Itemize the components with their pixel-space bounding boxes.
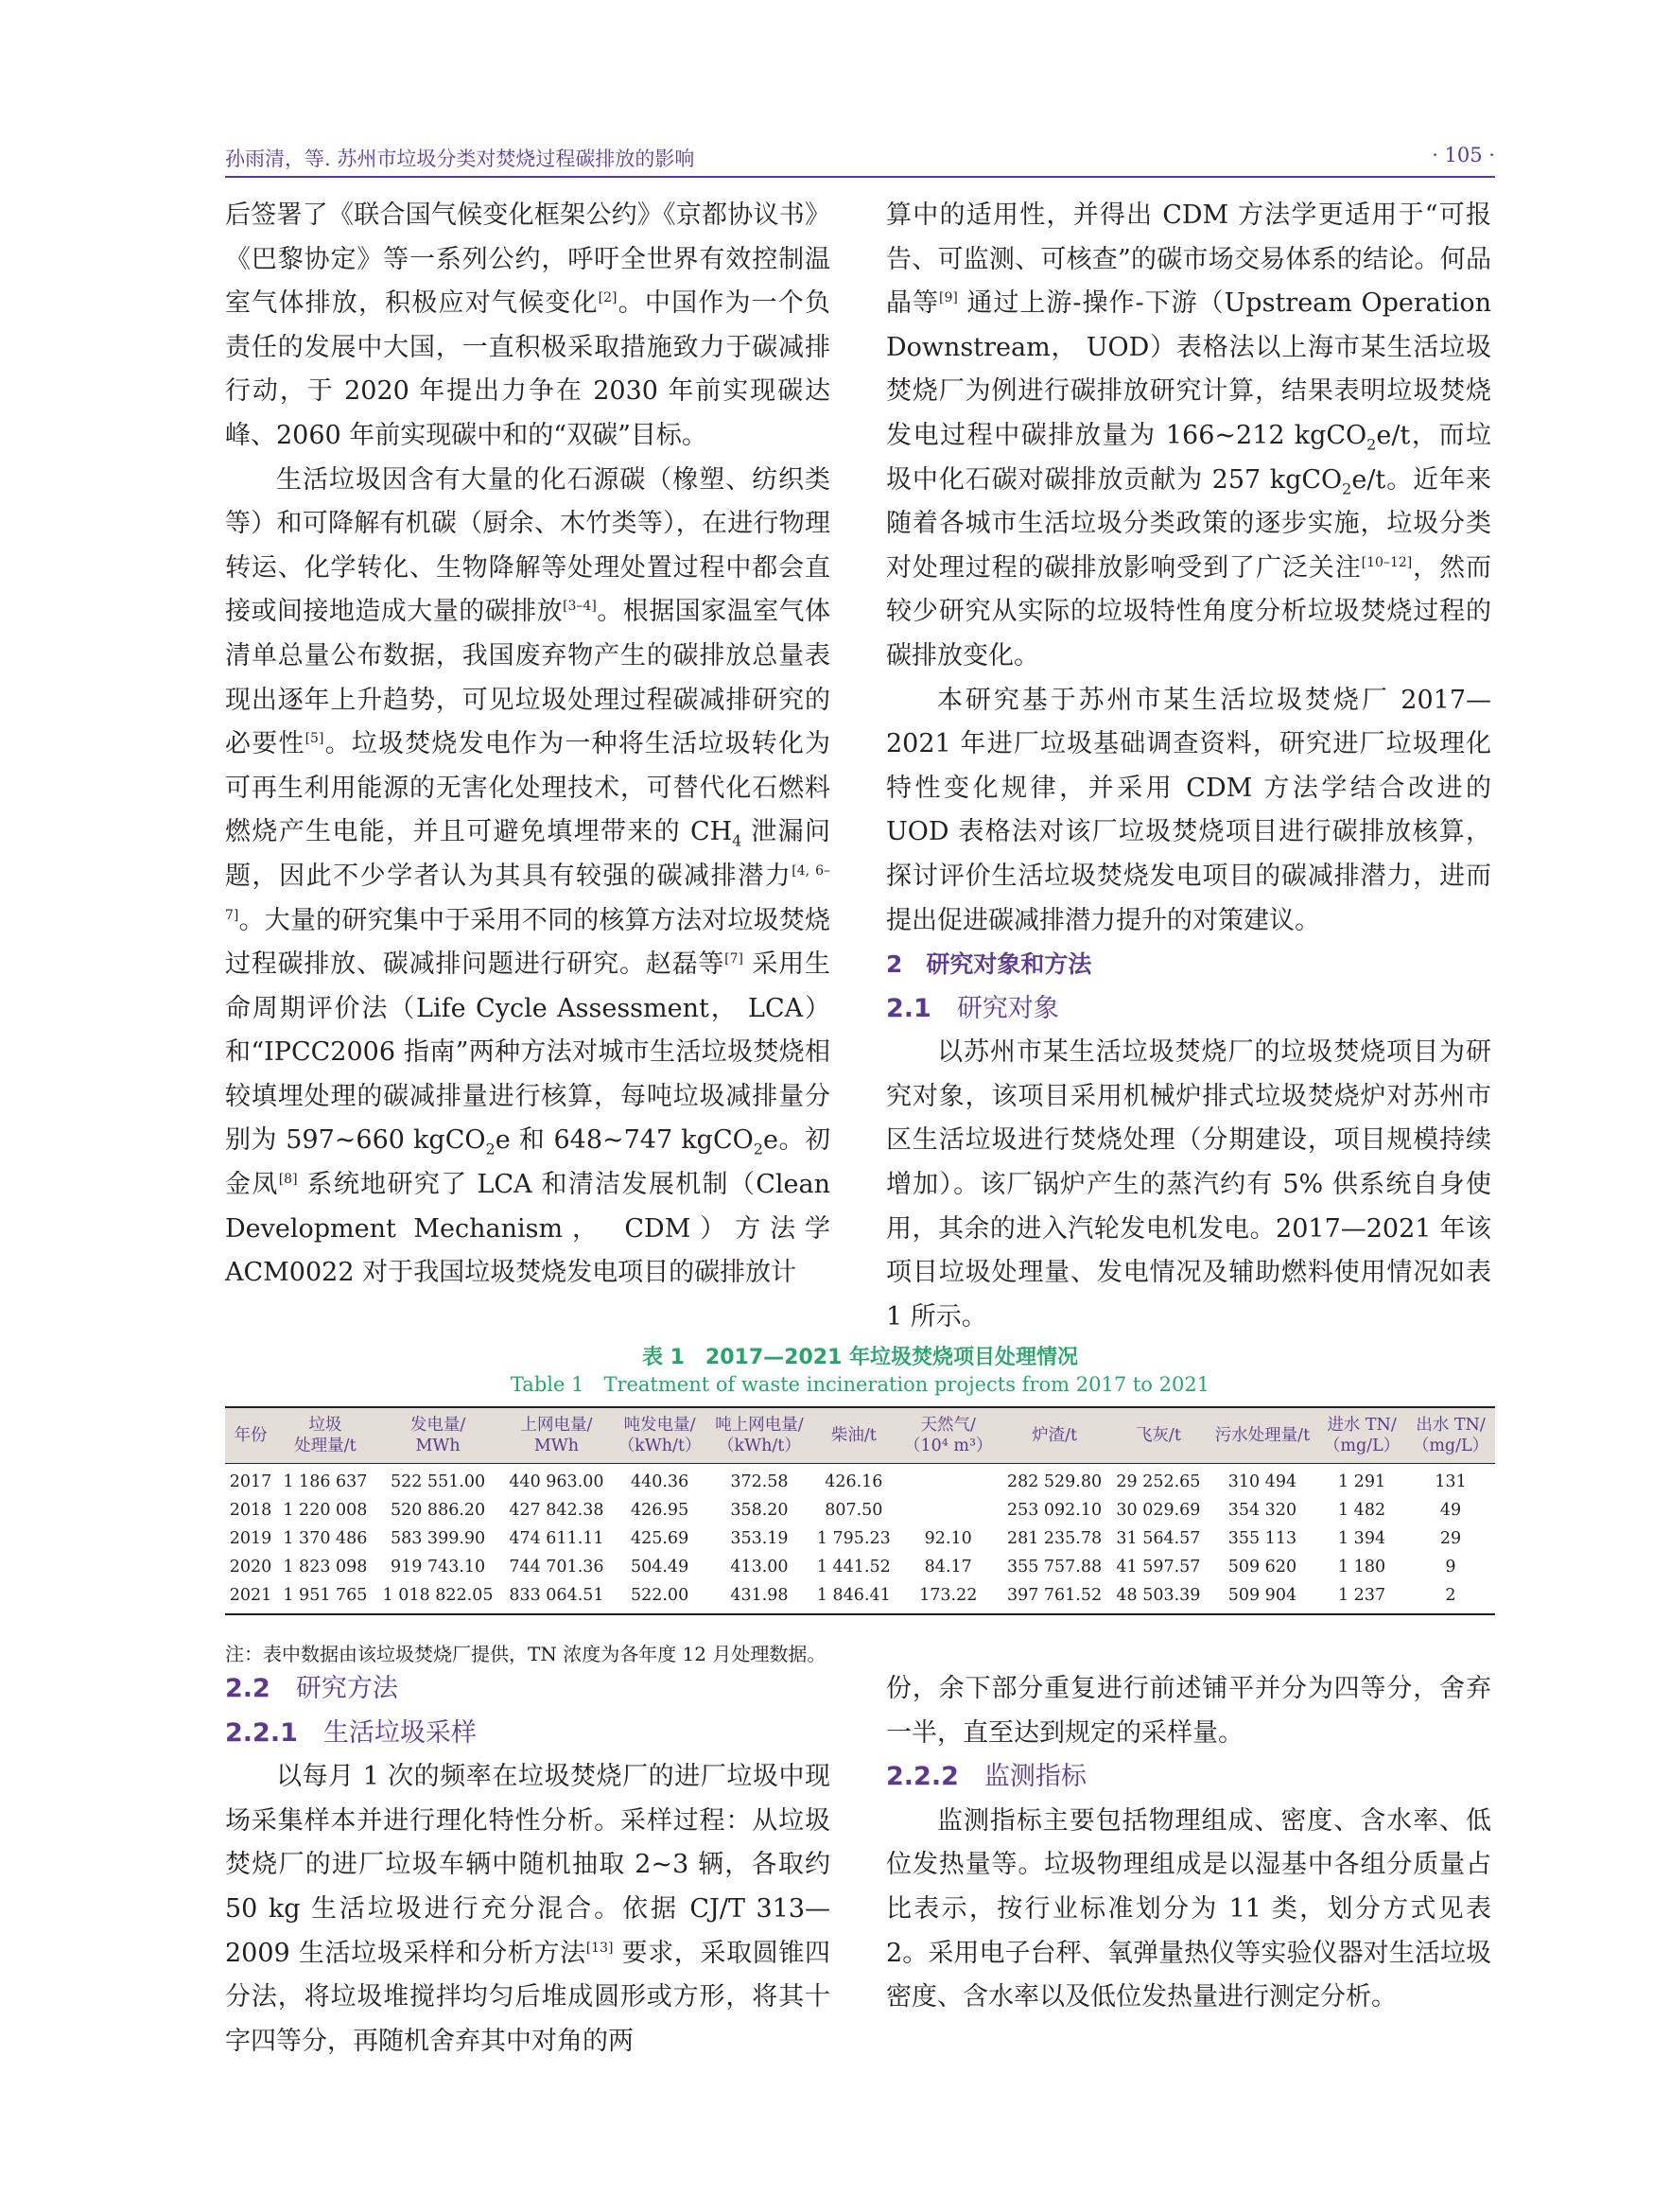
- table-cell: 1 186 637: [283, 1472, 368, 1491]
- table-header-cell: 污水处理量/t: [1208, 1407, 1317, 1464]
- table-caption-cn: 表 1 2017—2021 年垃圾焚烧项目处理情况: [641, 1346, 1079, 1369]
- table-cell: 358.20: [730, 1501, 789, 1520]
- table-cell: 281 235.78: [1006, 1529, 1103, 1548]
- table-cell: 522 551.00: [390, 1472, 486, 1491]
- table-cell: 84.17: [924, 1558, 972, 1576]
- table-header-cell: 发电量/ MWh: [374, 1407, 502, 1464]
- table-cell: 1 846.41: [810, 1581, 896, 1614]
- table-cell: 310 494: [1227, 1472, 1297, 1491]
- table-header-cell: 柴油/t: [810, 1407, 896, 1464]
- table-cell: 520 886.20: [390, 1501, 486, 1520]
- table-cell: 1 180: [1337, 1558, 1386, 1576]
- table-cell: 131: [1435, 1472, 1467, 1491]
- table-cell: 833 064.51: [501, 1581, 611, 1614]
- table-cell: 1 220 008: [283, 1501, 368, 1520]
- table-header-cell: 吨上网电量/ （kWh/t）: [708, 1407, 810, 1464]
- table-header-cell: 炉渣/t: [1000, 1407, 1109, 1464]
- table-cell: 353.19: [730, 1529, 789, 1548]
- right-column-bottom: [886, 1667, 1491, 2020]
- table-cell: 744 701.36: [509, 1558, 604, 1576]
- subsection-heading: 2.2 研究方法: [225, 1674, 398, 1703]
- table-header-cell: 出水 TN/ （mg/L）: [1406, 1407, 1495, 1464]
- left-column-top: [225, 194, 830, 1296]
- table-cell: 1 823 098: [283, 1558, 368, 1576]
- table-header-cell: 上网电量/ MWh: [501, 1407, 611, 1464]
- table-cell: 173.22: [896, 1581, 1000, 1614]
- table-row: [225, 1553, 1495, 1581]
- table-cell: [896, 1496, 1000, 1524]
- table-header-row: [225, 1407, 1495, 1464]
- table-cell: 440 963.00: [509, 1472, 604, 1491]
- table-cell: 1 370 486: [283, 1529, 368, 1548]
- paragraph: 本研究基于苏州市某生活垃圾焚烧厂 2017—2021 年进厂垃圾基础调查资料，研究进厂垃圾理化特性变化规律，并采用 CDM 方法学结合改进的 UOD 表格法对该厂垃圾焚烧项目进行碳排放核算，探讨评价生活垃圾焚烧发电项目的碳减排潜力，进而提出促进碳减排潜力提升的对策建议。: [886, 685, 1491, 935]
- table-cell: 504.49: [630, 1558, 689, 1576]
- table-cell: 1 441.52: [816, 1558, 891, 1576]
- table-cell: 1 237: [1317, 1581, 1406, 1614]
- page-number: · 105 ·: [1432, 144, 1495, 166]
- paragraph: 后签署了《联合国气候变化框架公约》《京都协议书》《巴黎协定》等一系列公约，呼吁全世界有效控制温室气体排放，积极应对气候变化[2]。中国作为一个负责任的发展中大国，一直积极采取措施致力于碳减排行动，于 2020 年提出力争在 2030 年前实现碳达峰、2060 年前实现碳中和的“双碳”目标。: [225, 200, 831, 450]
- table-cell: 509 620: [1227, 1558, 1297, 1576]
- table-header-cell: 飞灰/t: [1109, 1407, 1208, 1464]
- table-cell: 2019: [229, 1529, 272, 1548]
- table-row: [225, 1581, 1495, 1614]
- table-cell: 426.16: [825, 1472, 883, 1491]
- table-cell: 354 320: [1227, 1501, 1297, 1520]
- table-cell: 355 757.88: [1006, 1558, 1103, 1576]
- section-heading: 2 研究对象和方法: [886, 950, 1092, 979]
- table-header-cell: 垃圾 处理量/t: [276, 1407, 374, 1464]
- table-row: [225, 1524, 1495, 1553]
- table-cell: 2: [1406, 1581, 1495, 1614]
- table-cell: [896, 1464, 1000, 1497]
- table-header-cell: 天然气/ （10⁴ m³）: [896, 1407, 1000, 1464]
- table-cell: 1 394: [1337, 1529, 1386, 1548]
- table-cell: 397 761.52: [1000, 1581, 1109, 1614]
- table-cell: 425.69: [630, 1529, 689, 1548]
- table-cell: 49: [1439, 1501, 1462, 1520]
- subsubsection-heading: 2.2.1 生活垃圾采样: [225, 1717, 477, 1748]
- subsection-heading: 2.1 研究对象: [886, 993, 1059, 1023]
- table-cell: 92.10: [924, 1529, 972, 1548]
- paragraph: 生活垃圾因含有大量的化石源碳（橡塑、纺织类等）和可降解有机碳（厨余、木竹类等），在进行物理转运、化学转化、生物降解等处理处置过程中都会直接或间接地造成大量的碳排放[3–4]。根据国家温室气体清单总量公布数据，我国废弃物产生的碳排放总量表现出逐年上升趋势，可见垃圾处理过程碳减排研究的必要性[5]。垃圾焚烧发电作为一种将生活垃圾转化为可再生利用能源的无害化处理技术，可替代化石燃料燃烧产生电能，并且可避免填埋带来的 $CH_4$ 泄漏问题，因此不少学者认为其具有较强的碳减排潜力[4, 6–7]。大量的研究集中于采用不同的核算方法对垃圾焚烧过程碳排放、碳减排问题进行研究。赵磊等[7] 采用生命周期评价法（Life Cycle Assessment， LCA）和“IPCC2006 指南”两种方法对城市生活垃圾焚烧相较填埋处理的碳减排量进行核算，每吨垃圾减排量分别为 597~660 kgCO$_2$e 和 648~747 kgCO$_2$e。初金凤[8] 系统地研究了 LCA 和清洁发展机制（Clean Development Mechanism， CDM）方法学 ACM0022 对于我国垃圾焚烧发电项目的碳排放计: [225, 464, 831, 1288]
- left-column-bottom: [225, 1667, 830, 2064]
- table-cell: 1 482: [1337, 1501, 1386, 1520]
- table-cell: 31 564.57: [1116, 1529, 1201, 1548]
- table-cell: 2017: [229, 1472, 272, 1491]
- paragraph: 份，余下部分重复进行前述铺平并分为四等分，舍弃一半，直至达到规定的采样量。: [886, 1674, 1491, 1748]
- table-row: [225, 1496, 1495, 1524]
- paragraph: 算中的适用性，并得出 CDM 方法学更适用于“可报告、可监测、可核查”的碳市场交易体系的结论。何品晶等[9] 通过上游-操作-下游（Upstream Operation Downstream， UOD）表格法以上海市某生活垃圾焚烧厂为例进行碳排放研究计算，结果表明垃圾焚烧发电过程中碳排放量为 166~212 kgCO$_2$e/t，而垃圾中化石碳对碳排放贡献为 257 kgCO$_2$e/t。近年来随着各城市生活垃圾分类政策的逐步实施，垃圾分类对处理过程的碳排放影响受到了广泛关注[10–12]，然而较少研究从实际的垃圾特性角度分析垃圾焚烧过程的碳排放变化。: [886, 200, 1492, 671]
- table-cell: 1 291: [1337, 1472, 1386, 1491]
- table-cell: 583 399.90: [390, 1529, 486, 1548]
- table-cell: 253 092.10: [1006, 1501, 1103, 1520]
- paragraph: 以苏州市某生活垃圾焚烧厂的垃圾焚烧项目为研究对象，该项目采用机械炉排式垃圾焚烧炉对苏州市区生活垃圾进行焚烧处理（分期建设，项目规模持续增加）。该厂锅炉产生的蒸汽约有 5% 供系统自身使用，其余的进入汽轮发电机发电。2017—2021 年该项目垃圾处理量、发电情况及辅助燃料使用情况如表 1 所示。: [886, 1037, 1491, 1332]
- right-column-top: [886, 194, 1491, 1339]
- table-cell: 807.50: [825, 1501, 883, 1520]
- table-cell: 1 951 765: [276, 1581, 374, 1614]
- table-cell: 440.36: [630, 1472, 689, 1491]
- table-row: [225, 1464, 1495, 1497]
- table-header-cell: 进水 TN/ （mg/L）: [1317, 1407, 1406, 1464]
- table-caption-en: Table 1 Treatment of waste incineration projects from 2017 to 2021: [510, 1373, 1210, 1396]
- table-note: 注：表中数据由该垃圾焚烧厂提供，TN 浓度为各年度 12 月处理数据。: [225, 1643, 826, 1665]
- table-cell: 29: [1439, 1529, 1462, 1548]
- paragraph: 监测指标主要包括物理组成、密度、含水率、低位发热量等。垃圾物理组成是以湿基中各组分质量占比表示，按行业标准划分为 11 类，划分方式见表 2。采用电子台秤、氧弹量热仪等实验仪器对生活垃圾密度、含水率以及低位发热量进行测定分析。: [886, 1805, 1491, 2012]
- subsubsection-heading: 2.2.2 监测指标: [886, 1762, 1087, 1792]
- running-header-title: 孙雨清，等. 苏州市垃圾分类对焚烧过程碳排放的影响: [225, 148, 695, 170]
- table-cell: 427 842.38: [509, 1501, 604, 1520]
- header-rule: [225, 176, 1495, 178]
- table-cell: 431.98: [708, 1581, 810, 1614]
- table-cell: 522.00: [611, 1581, 707, 1614]
- table-header-cell: 年份: [225, 1407, 276, 1464]
- data-table: [225, 1406, 1495, 1615]
- table-cell: 29 252.65: [1116, 1472, 1201, 1491]
- table-cell: 355 113: [1227, 1529, 1297, 1548]
- paragraph: 以每月 1 次的频率在垃圾焚烧厂的进厂垃圾中现场采集样本并进行理化特性分析。采样过程：从垃圾焚烧厂的进厂垃圾车辆中随机抽取 2~3 辆，各取约 50 kg 生活垃圾进行充分混合。依据 CJ/T 313—2009 生活垃圾采样和分析方法[13] 要求，采取圆锥四分法，将垃圾堆搅拌均匀后堆成圆形或方形，将其十字四等分，再随机舍弃其中对角的两: [225, 1762, 830, 2056]
- table-cell: 413.00: [730, 1558, 789, 1576]
- table-cell: 48 503.39: [1109, 1581, 1208, 1614]
- table-header-cell: 吨发电量/ （kWh/t）: [611, 1407, 707, 1464]
- table-cell: 2018: [229, 1501, 272, 1520]
- table-cell: 1 795.23: [816, 1529, 891, 1548]
- table-cell: 919 743.10: [390, 1558, 486, 1576]
- table-cell: 41 597.57: [1116, 1558, 1201, 1576]
- table-cell: 2021: [225, 1581, 276, 1614]
- table-cell: 9: [1445, 1558, 1456, 1576]
- table-cell: 2020: [229, 1558, 272, 1576]
- table-cell: 282 529.80: [1006, 1472, 1103, 1491]
- table-cell: 426.95: [630, 1501, 689, 1520]
- table-cell: 30 029.69: [1116, 1501, 1201, 1520]
- table-cell: 1 018 822.05: [374, 1581, 502, 1614]
- table-cell: 509 904: [1208, 1581, 1317, 1614]
- table-cell: 372.58: [730, 1472, 789, 1491]
- table-cell: 474 611.11: [509, 1529, 604, 1548]
